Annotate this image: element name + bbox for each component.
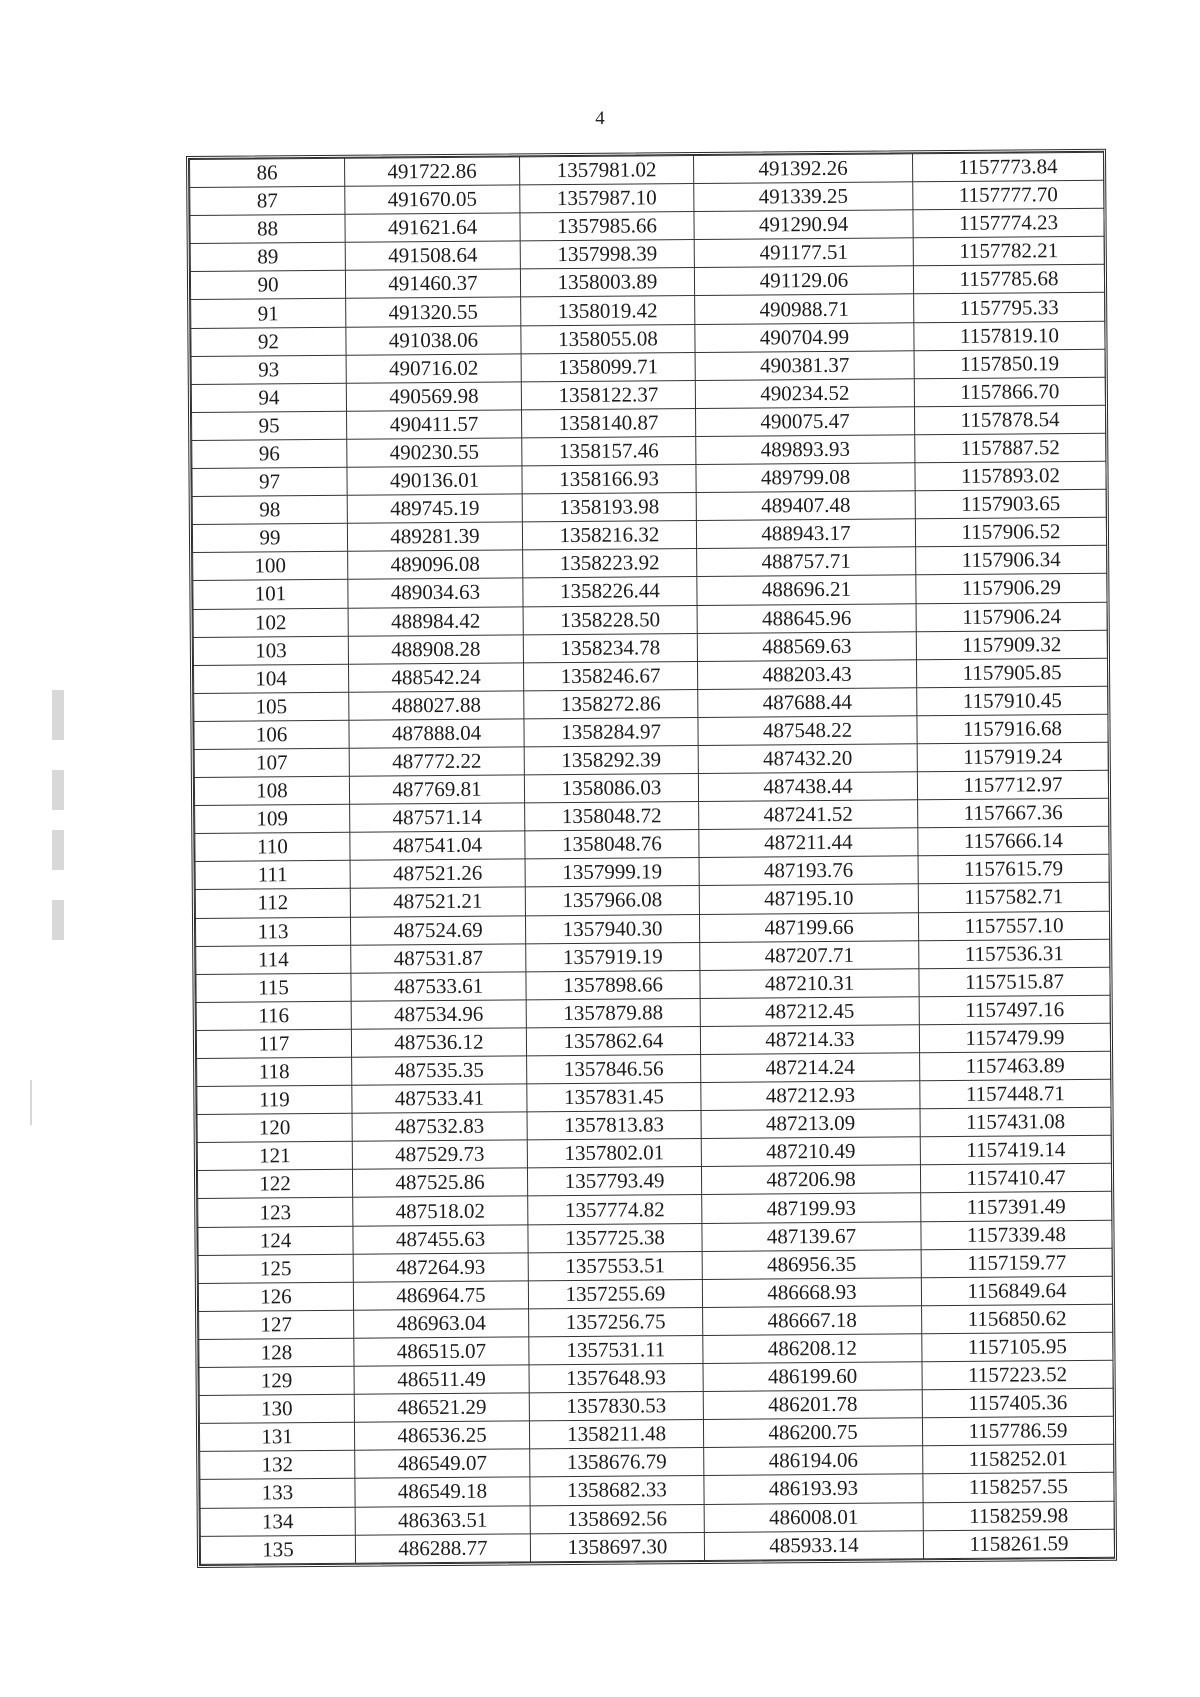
coordinate-cell: 1157795.33 [914,293,1105,323]
point-number-cell: 134 [200,1507,355,1536]
coordinate-cell: 486536.25 [354,1421,529,1450]
coordinate-cell: 486288.77 [355,1533,530,1562]
coordinate-cell: 487769.81 [349,775,524,804]
coordinate-cell: 1358223.92 [523,549,697,578]
coordinate-cell: 1157773.84 [913,152,1104,182]
coordinate-cell: 1358086.03 [524,774,698,803]
coordinate-cell: 490988.71 [695,294,914,324]
coordinate-cell: 490230.55 [347,438,522,467]
coordinate-cell: 1157666.14 [918,827,1109,857]
coordinate-cell: 486521.29 [354,1393,529,1422]
coordinate-cell: 487518.02 [353,1196,528,1225]
coordinate-cell: 1357774.82 [528,1195,702,1224]
coordinate-cell: 1157223.52 [922,1360,1113,1390]
coordinate-cell: 491621.64 [345,213,520,242]
coordinate-cell: 487524.69 [350,915,525,944]
coordinate-cell: 487195.10 [699,884,918,914]
coordinate-cell: 487199.93 [702,1193,921,1223]
coordinate-cell: 1358193.98 [522,493,696,522]
coordinate-cell: 1358019.42 [521,296,695,325]
coordinate-cell: 488696.21 [697,575,916,605]
coordinate-cell: 487212.93 [701,1081,920,1111]
coordinate-cell: 487571.14 [350,803,525,832]
coordinate-cell: 491460.37 [345,269,520,298]
coordinate-cell: 1157777.70 [913,180,1104,210]
coordinate-cell: 489034.63 [348,578,523,607]
coordinate-cell: 1157497.16 [919,995,1110,1025]
point-number-cell: 119 [197,1085,352,1114]
coordinate-cell: 487548.22 [698,716,917,746]
coordinate-cell: 486201.78 [703,1390,922,1420]
coordinate-cell: 486963.04 [354,1309,529,1338]
point-number-cell: 101 [193,580,348,609]
coordinate-cell: 1357256.75 [529,1307,703,1336]
coordinate-cell: 1358048.72 [525,802,699,831]
coordinate-cell: 1358122.37 [521,380,695,409]
coordinate-cell: 1157866.70 [914,377,1105,407]
coordinate-cell: 1157786.59 [922,1416,1113,1446]
coordinate-cell: 1157410.47 [920,1164,1111,1194]
point-number-cell: 97 [192,467,347,496]
coordinate-cell: 1358292.39 [524,745,698,774]
coordinate-cell: 488203.43 [697,659,916,689]
coordinate-cell: 1358226.44 [523,577,697,606]
coordinate-cell: 1157774.23 [913,208,1104,238]
coordinate-cell: 1158259.98 [923,1501,1114,1531]
coordinate-cell: 487534.96 [351,1000,526,1029]
coordinate-cell: 1157582.71 [918,883,1109,913]
point-number-cell: 111 [195,861,350,890]
coordinate-cell: 1157878.54 [914,405,1105,435]
coordinate-cell: 488645.96 [697,603,916,633]
point-number-cell: 86 [190,158,345,187]
point-number-cell: 114 [196,945,351,974]
coordinate-cell: 1157782.21 [913,237,1104,267]
coordinate-cell: 1358692.56 [530,1504,704,1533]
coordinate-cell: 491670.05 [345,185,520,214]
coordinate-cell: 486667.18 [703,1306,922,1336]
point-number-cell: 106 [194,720,349,749]
coordinate-cell: 486549.18 [355,1477,530,1506]
coordinate-cell: 1358284.97 [524,717,698,746]
point-number-cell: 113 [195,917,350,946]
point-number-cell: 87 [190,186,345,215]
point-number-cell: 103 [193,636,348,665]
coordinate-cell: 1357255.69 [528,1279,702,1308]
coordinate-cell: 1157903.65 [915,489,1106,519]
coordinate-cell: 490569.98 [346,382,521,411]
coordinate-cell: 486956.35 [702,1249,921,1279]
coordinate-cell: 490075.47 [695,407,914,437]
coordinate-cell: 487536.12 [351,1028,526,1057]
coordinate-cell: 1156850.62 [922,1304,1113,1334]
point-number-cell: 115 [196,973,351,1002]
coordinate-cell: 489281.39 [347,522,522,551]
coordinate-cell: 1358211.48 [529,1420,703,1449]
coordinate-cell: 487532.83 [352,1112,527,1141]
coordinate-cell: 491722.86 [345,157,520,186]
coordinate-cell: 1157906.24 [916,602,1107,632]
coordinate-cell: 491129.06 [694,266,913,296]
coordinate-cell: 1157785.68 [913,265,1104,295]
coordinate-cell: 1358157.46 [522,436,696,465]
coordinate-cell: 486363.51 [355,1505,530,1534]
coordinate-cell: 1157339.48 [921,1220,1112,1250]
coordinate-cell: 487455.63 [353,1224,528,1253]
coordinate-cell: 1358003.89 [520,268,694,297]
coordinate-cell: 1158261.59 [923,1529,1114,1559]
coordinate-cell: 487199.66 [699,912,918,942]
coordinate-cell: 490704.99 [695,322,914,352]
coordinate-cell: 486668.93 [702,1278,921,1308]
coordinate-cell: 487210.49 [701,1137,920,1167]
coordinate-cell: 1157906.29 [916,574,1107,604]
point-number-cell: 127 [199,1310,354,1339]
coordinate-cell: 486193.93 [704,1474,923,1504]
coordinate-cell: 491392.26 [694,154,913,184]
coordinate-cell: 487214.33 [700,1025,919,1055]
coordinate-cell: 1157479.99 [919,1023,1110,1053]
coordinate-cell: 1357998.39 [520,240,694,269]
coordinate-cell: 486194.06 [704,1446,923,1476]
coordinate-cell: 1358246.67 [523,661,697,690]
coordinate-cell: 487541.04 [350,831,525,860]
coordinate-cell: 1357940.30 [525,914,699,943]
coordinate-table [189,152,1115,1565]
coordinate-cell: 1358099.71 [521,352,695,381]
coordinate-cell: 1157515.87 [919,967,1110,997]
coordinate-cell: 1357531.11 [529,1335,703,1364]
point-number-cell: 94 [191,383,346,412]
coordinate-cell: 487206.98 [701,1165,920,1195]
coordinate-cell: 486008.01 [704,1502,923,1532]
point-number-cell: 116 [196,1001,351,1030]
coordinate-cell: 486964.75 [353,1281,528,1310]
coordinate-cell: 1358697.30 [530,1532,704,1561]
point-number-cell: 107 [194,748,349,777]
coordinate-cell: 1157906.34 [916,546,1107,576]
coordinate-cell: 489893.93 [696,435,915,465]
point-number-cell: 104 [193,664,348,693]
coordinate-cell: 490381.37 [695,350,914,380]
point-number-cell: 131 [199,1422,354,1451]
point-number-cell: 133 [200,1479,355,1508]
coordinate-cell: 490411.57 [347,410,522,439]
coordinate-cell: 1358676.79 [530,1448,704,1477]
point-number-cell: 123 [198,1198,353,1227]
coordinate-cell: 1358048.76 [525,830,699,859]
coordinate-cell: 1357846.56 [527,1054,701,1083]
coordinate-cell: 488542.24 [348,663,523,692]
coordinate-cell: 487139.67 [702,1221,921,1251]
scan-artifact [52,900,64,940]
coordinate-cell: 491339.25 [694,182,913,212]
coordinate-cell: 1358272.86 [524,689,698,718]
point-number-cell: 105 [194,692,349,721]
point-number-cell: 135 [200,1535,355,1564]
coordinate-cell: 487772.22 [349,747,524,776]
coordinate-cell: 486515.07 [354,1337,529,1366]
coordinate-cell: 1357725.38 [528,1223,702,1252]
coordinate-cell: 1358228.50 [523,605,697,634]
coordinate-cell: 1157887.52 [915,433,1106,463]
coordinate-cell: 487212.45 [700,997,919,1027]
coordinate-cell: 1357919.19 [526,942,700,971]
coordinate-cell: 1157906.52 [915,518,1106,548]
coordinate-cell: 1357793.49 [527,1167,701,1196]
coordinate-cell: 487531.87 [351,943,526,972]
coordinate-cell: 489096.08 [348,550,523,579]
coordinate-cell: 487533.41 [352,1084,527,1113]
coordinate-cell: 487432.20 [698,744,917,774]
point-number-cell: 96 [192,439,347,468]
coordinate-cell: 1358166.93 [522,465,696,494]
coordinate-cell: 487533.61 [351,972,526,1001]
coordinate-cell: 1357966.08 [525,886,699,915]
coordinate-cell: 1357831.45 [527,1083,701,1112]
point-number-cell: 88 [190,214,345,243]
coordinate-cell: 1157405.36 [922,1388,1113,1418]
coordinate-cell: 1156849.64 [921,1276,1112,1306]
coordinate-cell: 1157536.31 [919,939,1110,969]
coordinate-cell: 1358216.32 [522,521,696,550]
scan-artifact [52,770,64,810]
coordinate-cell: 487521.26 [350,859,525,888]
coordinate-cell: 1357802.01 [527,1139,701,1168]
coordinate-cell: 487521.21 [350,887,525,916]
coordinate-cell: 1357999.19 [525,858,699,887]
coordinate-cell: 490136.01 [347,466,522,495]
coordinate-cell: 486511.49 [354,1365,529,1394]
coordinate-cell: 1357987.10 [520,184,694,213]
coordinate-cell: 491290.94 [694,210,913,240]
coordinate-cell: 487211.44 [699,828,918,858]
coordinate-cell: 1157916.68 [917,714,1108,744]
coordinate-cell: 491038.06 [346,325,521,354]
scan-artifact [52,830,64,870]
coordinate-cell: 1358055.08 [521,324,695,353]
coordinate-cell: 489799.08 [696,463,915,493]
point-number-cell: 118 [197,1057,352,1086]
coordinate-cell: 487438.44 [698,772,917,802]
coordinate-cell: 485933.14 [704,1530,923,1560]
coordinate-table-body [190,152,1115,1564]
coordinate-cell: 1158252.01 [923,1445,1114,1475]
coordinate-cell: 487241.52 [699,800,918,830]
table-row [200,1529,1114,1564]
coordinate-cell: 491320.55 [346,297,521,326]
coordinate-cell: 1157431.08 [920,1107,1111,1137]
point-number-cell: 126 [198,1282,353,1311]
scan-artifact [52,690,64,740]
coordinate-cell: 490716.02 [346,354,521,383]
coordinate-cell: 1157105.95 [922,1332,1113,1362]
point-number-cell: 93 [191,355,346,384]
coordinate-cell: 1157615.79 [918,855,1109,885]
point-number-cell: 121 [197,1142,352,1171]
point-number-cell: 117 [196,1029,351,1058]
point-number-cell: 110 [195,832,350,861]
coordinate-cell: 1157667.36 [918,798,1109,828]
coordinate-cell: 1157712.97 [917,770,1108,800]
coordinate-cell: 487207.71 [700,940,919,970]
point-number-cell: 109 [195,804,350,833]
point-number-cell: 124 [198,1226,353,1255]
point-number-cell: 132 [200,1451,355,1480]
coordinate-cell: 1157909.32 [916,630,1107,660]
point-number-cell: 128 [199,1338,354,1367]
coordinate-cell: 1157391.49 [921,1192,1112,1222]
coordinate-cell: 487214.24 [701,1053,920,1083]
coordinate-cell: 488984.42 [348,606,523,635]
coordinate-cell: 1157905.85 [916,658,1107,688]
coordinate-cell: 486200.75 [703,1418,922,1448]
coordinate-cell: 491177.51 [694,238,913,268]
point-number-cell: 120 [197,1113,352,1142]
coordinate-cell: 486199.60 [703,1362,922,1392]
coordinate-cell: 1357985.66 [520,212,694,241]
point-number-cell: 125 [198,1254,353,1283]
coordinate-cell: 1357879.88 [526,998,700,1027]
point-number-cell: 122 [197,1170,352,1199]
coordinate-cell: 1357981.02 [520,156,694,185]
coordinate-cell: 1157448.71 [920,1079,1111,1109]
coordinate-cell: 491508.64 [345,241,520,270]
point-number-cell: 129 [199,1366,354,1395]
coordinate-cell: 1357813.83 [527,1111,701,1140]
coordinate-cell: 1157557.10 [918,911,1109,941]
point-number-cell: 92 [191,327,346,356]
coordinate-cell: 487193.76 [699,856,918,886]
point-number-cell: 95 [192,411,347,440]
point-number-cell: 100 [193,552,348,581]
coordinate-cell: 1358682.33 [530,1476,704,1505]
coordinate-cell: 486549.07 [355,1449,530,1478]
coordinate-cell: 488757.71 [697,547,916,577]
page-number: 4 [595,108,605,129]
point-number-cell: 102 [193,608,348,637]
scan-artifact [30,1080,32,1125]
coordinate-cell: 1357862.64 [526,1026,700,1055]
coordinate-cell: 489745.19 [347,494,522,523]
coordinate-cell: 1157850.19 [914,349,1105,379]
coordinate-cell: 1357830.53 [529,1392,703,1421]
coordinate-cell: 1157919.24 [917,742,1108,772]
point-number-cell: 98 [192,495,347,524]
point-number-cell: 130 [199,1394,354,1423]
coordinate-cell: 488908.28 [348,634,523,663]
coordinate-cell: 486208.12 [703,1334,922,1364]
coordinate-cell: 1157893.02 [915,461,1106,491]
coordinate-cell: 487888.04 [349,719,524,748]
point-number-cell: 112 [195,889,350,918]
coordinate-cell: 487688.44 [698,688,917,718]
coordinate-cell: 1358140.87 [522,408,696,437]
coordinate-cell: 487213.09 [701,1109,920,1139]
coordinate-table-frame [186,149,1117,1568]
coordinate-cell: 1358234.78 [523,633,697,662]
point-number-cell: 89 [190,243,345,272]
coordinate-cell: 489407.48 [696,491,915,521]
coordinate-cell: 1357898.66 [526,970,700,999]
point-number-cell: 108 [194,776,349,805]
coordinate-cell: 488027.88 [349,691,524,720]
coordinate-cell: 1157159.77 [921,1248,1112,1278]
point-number-cell: 99 [192,523,347,552]
coordinate-cell: 487525.86 [352,1168,527,1197]
point-number-cell: 91 [191,299,346,328]
coordinate-cell: 490234.52 [695,379,914,409]
coordinate-cell: 1157910.45 [917,686,1108,716]
coordinate-cell: 487210.31 [700,968,919,998]
coordinate-cell: 1357553.51 [528,1251,702,1280]
coordinate-cell: 488569.63 [697,631,916,661]
point-number-cell: 90 [190,271,345,300]
coordinate-cell: 488943.17 [696,519,915,549]
coordinate-cell: 1158257.55 [923,1473,1114,1503]
coordinate-cell: 1157463.89 [920,1051,1111,1081]
coordinate-cell: 1157419.14 [920,1136,1111,1166]
coordinate-cell: 1357648.93 [529,1364,703,1393]
coordinate-cell: 487535.35 [352,1056,527,1085]
coordinate-cell: 487264.93 [353,1253,528,1282]
coordinate-cell: 487529.73 [352,1140,527,1169]
coordinate-cell: 1157819.10 [914,321,1105,351]
